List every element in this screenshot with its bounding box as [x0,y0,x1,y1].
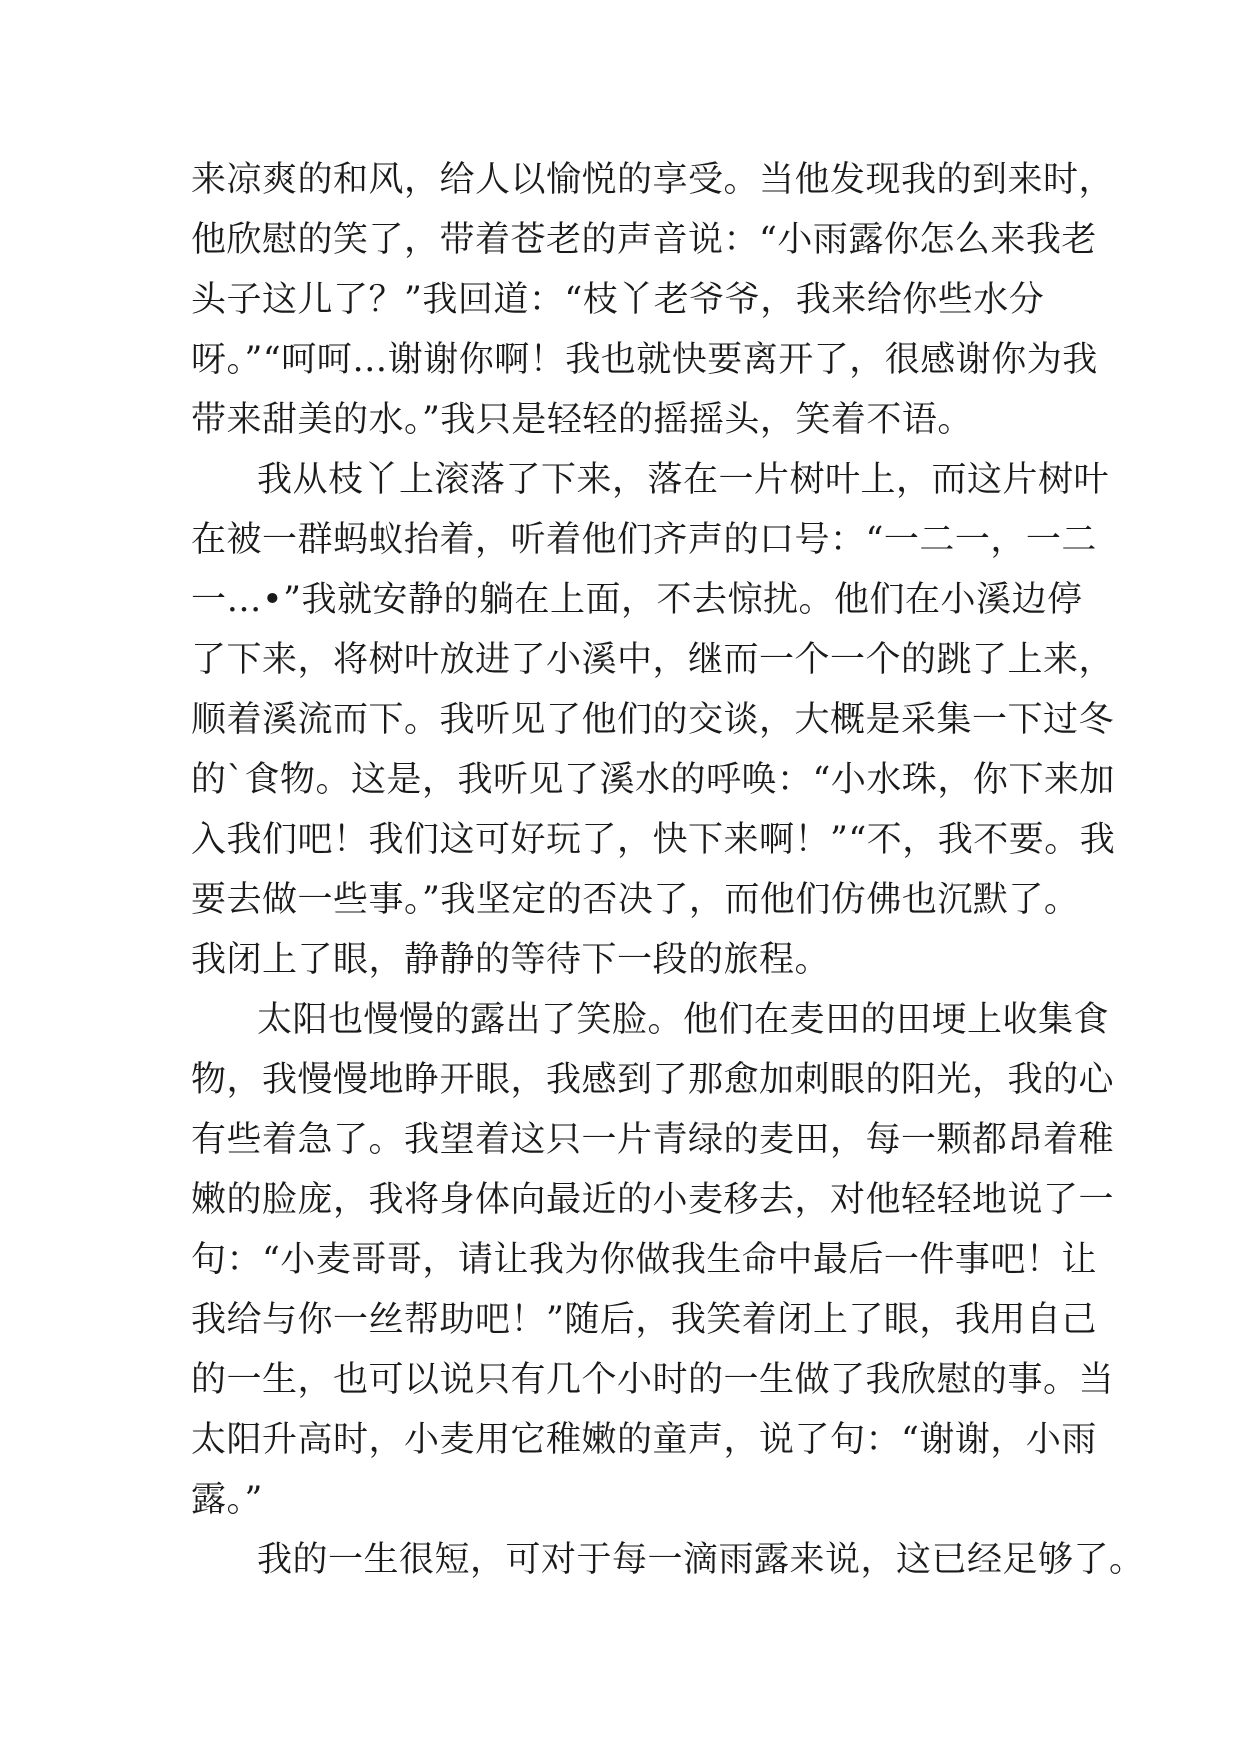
paragraph-start-line: 太阳也慢慢的露出了笑脸。他们在麦田的田埂上收集食 [257,1000,1110,1040]
text-line: 我闭上了眼，静静的等待下一段的旅程。 [191,940,831,980]
text-line: 带来甜美的水。”我只是轻轻的摇摇头，笑着不语。 [191,400,973,440]
text-line: 在被一群蚂蚁抬着，听着他们齐声的口号：“一二一，一二 [191,520,1097,560]
text-line: 顺着溪流而下。我听见了他们的交谈，大概是采集一下过冬 [191,700,1115,740]
text-line: 句：“小麦哥哥，请让我为你做我生命中最后一件事吧！让 [191,1240,1097,1280]
paragraph-start-line: 我从枝丫上滚落了下来，落在一片树叶上，而这片树叶 [257,460,1110,500]
text-line: 要去做一些事。”我坚定的否决了，而他们仿佛也沉默了。 [191,880,1080,920]
text-line: 的`食物。这是，我听见了溪水的呼唤：“小水珠，你下来加 [191,760,1115,800]
text-line: 有些着急了。我望着这只一片青绿的麦田，每一颗都昂着稚 [191,1120,1115,1160]
text-line: 了下来，将树叶放进了小溪中，继而一个一个的跳了上来， [191,640,1115,680]
text-line: 他欣慰的笑了，带着苍老的声音说：“小雨露你怎么来我老 [191,220,1097,260]
text-line: 头子这儿了？”我回道：“枝丫老爷爷，我来给你些水分 [191,280,1045,320]
text-line: 我给与你一丝帮助吧！”随后，我笑着闭上了眼，我用自己 [191,1300,1097,1340]
text-line: 物，我慢慢地睁开眼，我感到了那愈加刺眼的阳光，我的心 [191,1060,1115,1100]
text-line: 入我们吧！我们这可好玩了，快下来啊！”“不，我不要。我 [191,820,1116,860]
text-line: 一…•”我就安静的躺在上面，不去惊扰。他们在小溪边停 [191,580,1083,620]
text-line: 太阳升高时，小麦用它稚嫩的童声，说了句：“谢谢，小雨 [191,1420,1097,1460]
document-page [191,150,1145,1590]
text-line: 露。” [191,1480,263,1520]
text-line: 呀。”“呵呵…谢谢你啊！我也就快要离开了，很感谢你为我 [191,340,1098,380]
text-line: 的一生，也可以说只有几个小时的一生做了我欣慰的事。当 [191,1360,1115,1400]
paragraph-start-line: 我的一生很短，可对于每一滴雨露来说，这已经足够了。 [257,1540,1145,1580]
text-line: 嫩的脸庞，我将身体向最近的小麦移去，对他轻轻地说了一 [191,1180,1115,1220]
text-line: 来凉爽的和风，给人以愉悦的享受。当他发现我的到来时， [191,160,1115,200]
